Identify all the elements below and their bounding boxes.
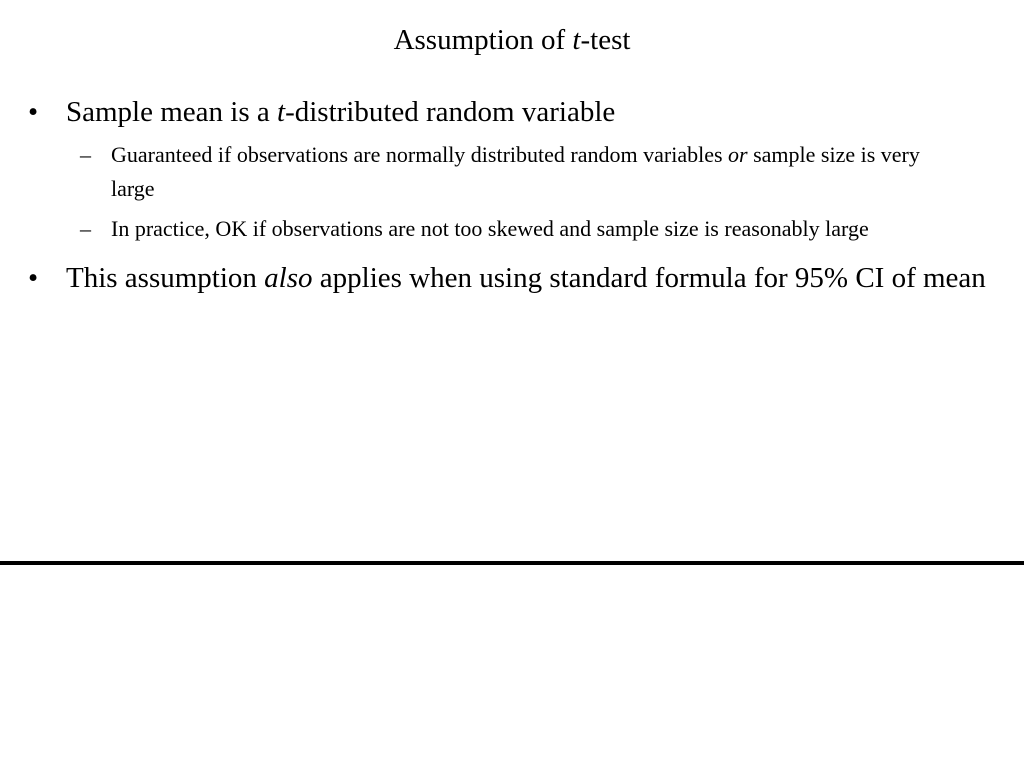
bullet-sample-mean — [0, 92, 1024, 132]
subbullet-guaranteed — [0, 138, 1024, 206]
bullet-text-emphasis: also — [264, 262, 313, 294]
subbullet-text-prefix: Guaranteed if observations are normally distributed random variables — [111, 142, 729, 167]
bullet-text-emphasis: t — [277, 96, 286, 128]
bullet-assumption-also — [0, 258, 1024, 298]
subbullet-text: In practice, OK if observations are not too skewed and sample size is reasonably large — [111, 216, 869, 241]
subbullet-text-emphasis: or — [728, 142, 748, 167]
title-emphasis: t — [572, 24, 581, 56]
slide-title — [0, 22, 1024, 58]
subbullet-marker: – — [80, 142, 91, 167]
subbullet-marker: – — [80, 216, 91, 241]
bullet-marker: • — [28, 262, 39, 294]
bullet-text-suffix: applies when using standard formula for 95% CI of mean — [312, 262, 986, 294]
bullet-list — [0, 92, 1024, 298]
title-suffix: -test — [580, 24, 631, 56]
bullet-text-prefix: This assumption — [66, 262, 265, 294]
bullet-text-suffix: -distributed random variable — [285, 96, 616, 128]
bullet-marker: • — [28, 96, 39, 128]
subbullet-text-suffix: sample size is very large — [111, 142, 920, 201]
slide-divider-line — [0, 561, 1024, 565]
bullet-text-prefix: Sample mean is a — [66, 96, 278, 128]
title-prefix: Assumption of — [393, 24, 573, 56]
subbullet-in-practice — [0, 212, 1024, 246]
